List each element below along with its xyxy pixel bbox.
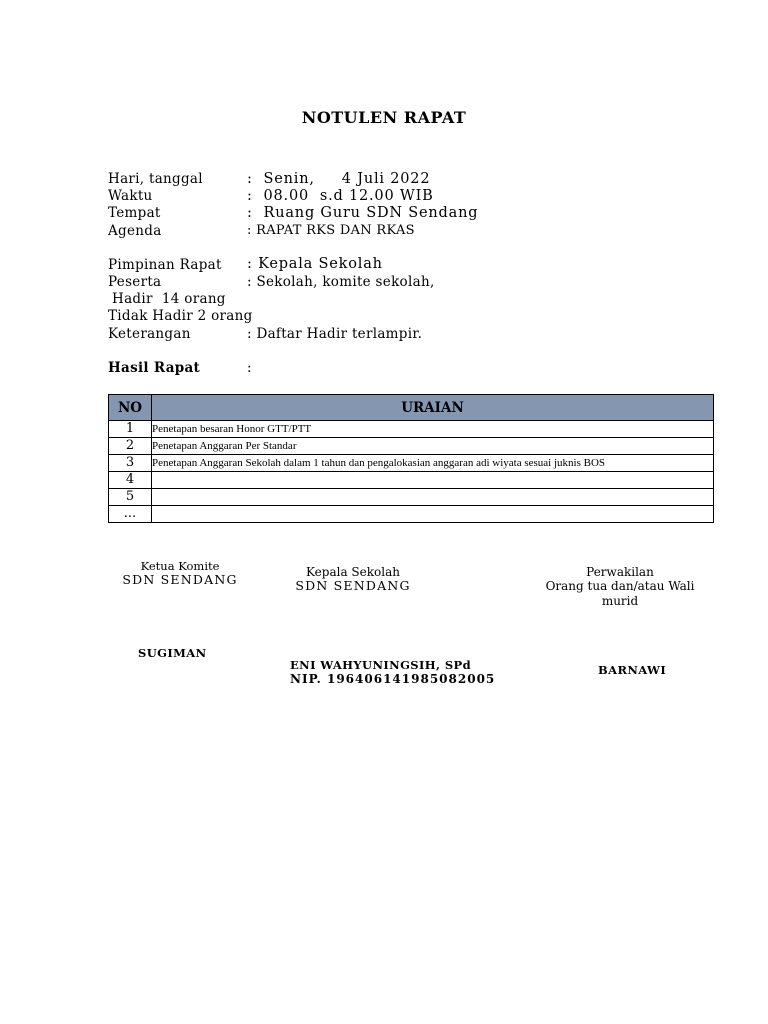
row-uraian: Penetapan Anggaran Per Standar (152, 438, 714, 455)
keterangan-label: Keterangan (108, 326, 191, 342)
komite-role: Ketua Komite (140, 559, 220, 573)
tempat-value: : Ruang Guru SDN Sendang (247, 205, 479, 221)
tidak-hadir-line: Tidak Hadir 2 orang (108, 308, 253, 324)
peserta-label: Peserta (108, 274, 162, 290)
row-uraian: Penetapan Anggaran Sekolah dalam 1 tahun dan pengalokasian anggaran adi wiyata sesuai juknis BOS (152, 455, 714, 472)
uraian-table (108, 394, 714, 523)
wali-role-line-2: Orang tua dan/atau Wali (545, 579, 695, 593)
hari-label: Hari, tanggal (108, 171, 203, 187)
waktu-label: Waktu (108, 188, 153, 204)
table-row (109, 438, 714, 455)
header-no: NO (109, 395, 152, 421)
row-uraian: Penetapan besaran Honor GTT/PTT (152, 421, 714, 438)
row-no: 4 (109, 472, 152, 489)
table-row (109, 455, 714, 472)
pimpinan-label: Pimpinan Rapat (108, 257, 222, 273)
hasil-rapat-colon: : (247, 360, 252, 376)
hari-value: : Senin, 4 Juli 2022 (247, 171, 431, 187)
pimpinan-value: : Kepala Sekolah (247, 256, 383, 272)
row-no: ... (109, 506, 152, 523)
document-title: NOTULEN RAPAT (301, 108, 467, 127)
row-uraian (152, 506, 714, 523)
wali-name: BARNAWI (598, 663, 667, 677)
agenda-value: : RAPAT RKS DAN RKAS (247, 223, 415, 238)
tempat-label: Tempat (108, 205, 161, 221)
table-row (109, 506, 714, 523)
wali-role-line-1: Perwakilan (586, 565, 654, 579)
row-no: 5 (109, 489, 152, 506)
table-header-row (109, 395, 714, 421)
keterangan-value: : Daftar Hadir terlampir. (247, 326, 423, 342)
komite-name: SUGIMAN (138, 646, 207, 660)
hasil-rapat-label: Hasil Rapat (108, 360, 201, 376)
row-no: 3 (109, 455, 152, 472)
row-uraian (152, 489, 714, 506)
peserta-value: : Sekolah, komite sekolah, (247, 274, 435, 290)
header-uraian: URAIAN (152, 395, 714, 421)
kepsek-institution: SDN SENDANG (295, 578, 411, 593)
kepsek-nip: NIP. 196406141985082005 (290, 672, 496, 686)
row-uraian (152, 472, 714, 489)
hadir-line: Hadir 14 orang (112, 291, 226, 307)
waktu-value: : 08.00 s.d 12.00 WIB (247, 188, 434, 204)
table-row (109, 472, 714, 489)
agenda-label: Agenda (108, 223, 162, 239)
kepsek-name: ENI WAHYUNINGSIH, SPd (290, 658, 472, 672)
table-row (109, 421, 714, 438)
wali-role-line-3: murid (601, 594, 639, 608)
row-no: 1 (109, 421, 152, 438)
table-row (109, 489, 714, 506)
komite-institution: SDN SENDANG (122, 572, 238, 587)
row-no: 2 (109, 438, 152, 455)
kepsek-role: Kepala Sekolah (306, 565, 400, 579)
